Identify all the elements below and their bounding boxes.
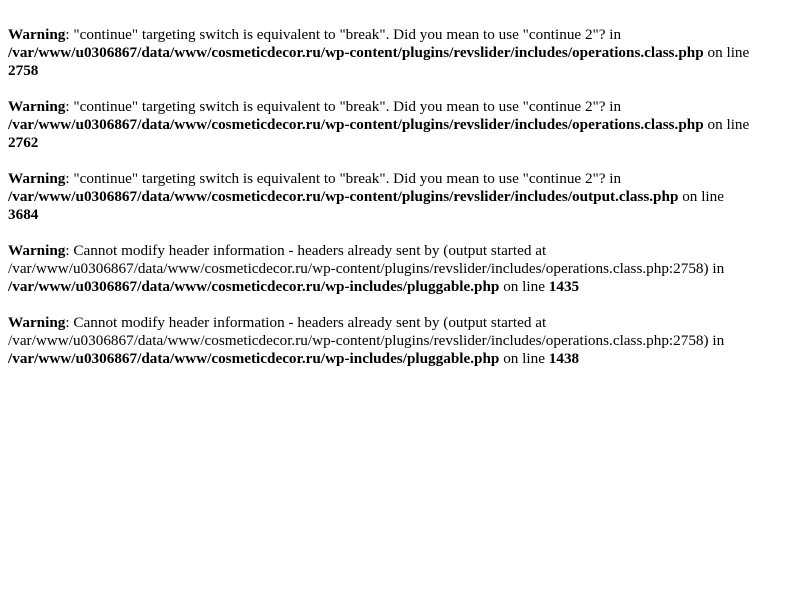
- warning-text: : "continue" targeting switch is equivalent to "break". Did you mean to use "continue 2"? in: [65, 26, 622, 43]
- warning-first-line: [8, 242, 792, 260]
- warning-label: Warning: [8, 170, 66, 187]
- warning-label: Warning: [8, 314, 66, 331]
- warning-label: Warning: [8, 242, 66, 259]
- warning-file-line: [8, 116, 792, 134]
- warning-line-number: 1438: [548, 350, 580, 367]
- warning-first-line: [8, 98, 792, 116]
- warning-file-path: /var/www/u0306867/data/www/cosmeticdecor.ru/wp-content/plugins/revslider/includes/operations.class.php: [8, 44, 704, 61]
- warning-file-path: /var/www/u0306867/data/www/cosmeticdecor.ru/wp-includes/pluggable.php: [8, 350, 500, 367]
- warning-line-number: 2762: [8, 134, 39, 151]
- warning-line-number: 3684: [8, 206, 39, 223]
- warning-line-number-line: [8, 134, 792, 152]
- warning-output-started-path: /var/www/u0306867/data/www/cosmeticdecor.ru/wp-content/plugins/revslider/includes/operations.class.php:2758) in: [8, 332, 725, 349]
- warning-on-line-text: on line: [703, 116, 750, 133]
- warning-line-number-line: [8, 62, 792, 80]
- warning-message: [8, 170, 792, 224]
- warning-file-path: /var/www/u0306867/data/www/cosmeticdecor.ru/wp-includes/pluggable.php: [8, 278, 500, 295]
- warning-first-line: [8, 26, 792, 44]
- warning-label: Warning: [8, 26, 66, 43]
- warning-output-started-line: [8, 260, 792, 278]
- warning-message: [8, 98, 792, 152]
- warning-label: Warning: [8, 98, 66, 115]
- warning-text: : Cannot modify header information - headers already sent by (output started at: [65, 314, 547, 331]
- warning-line-number-line: [8, 206, 792, 224]
- warning-first-line: [8, 170, 792, 188]
- warning-message: [8, 26, 792, 80]
- warning-message: [8, 242, 792, 296]
- warning-text: : "continue" targeting switch is equivalent to "break". Did you mean to use "continue 2"? in: [65, 98, 622, 115]
- warning-file-line: [8, 44, 792, 62]
- warning-file-path: /var/www/u0306867/data/www/cosmeticdecor.ru/wp-content/plugins/revslider/includes/operations.class.php: [8, 116, 704, 133]
- warning-file-line: [8, 350, 792, 368]
- warning-message: [8, 314, 792, 368]
- warning-output-started-line: [8, 332, 792, 350]
- warning-on-line-text: on line: [499, 278, 549, 295]
- warning-line-number: 1435: [548, 278, 580, 295]
- warning-text: : Cannot modify header information - headers already sent by (output started at: [65, 242, 547, 259]
- warning-on-line-text: on line: [703, 44, 750, 61]
- warning-file-line: [8, 278, 792, 296]
- warning-first-line: [8, 314, 792, 332]
- warning-file-path: /var/www/u0306867/data/www/cosmeticdecor.ru/wp-content/plugins/revslider/includes/output.class.php: [8, 188, 679, 205]
- warning-file-line: [8, 188, 792, 206]
- warning-text: : "continue" targeting switch is equivalent to "break". Did you mean to use "continue 2"? in: [65, 170, 622, 187]
- warning-on-line-text: on line: [499, 350, 549, 367]
- warning-output-started-path: /var/www/u0306867/data/www/cosmeticdecor.ru/wp-content/plugins/revslider/includes/operations.class.php:2758) in: [8, 260, 725, 277]
- warning-line-number: 2758: [8, 62, 39, 79]
- warning-on-line-text: on line: [678, 188, 724, 205]
